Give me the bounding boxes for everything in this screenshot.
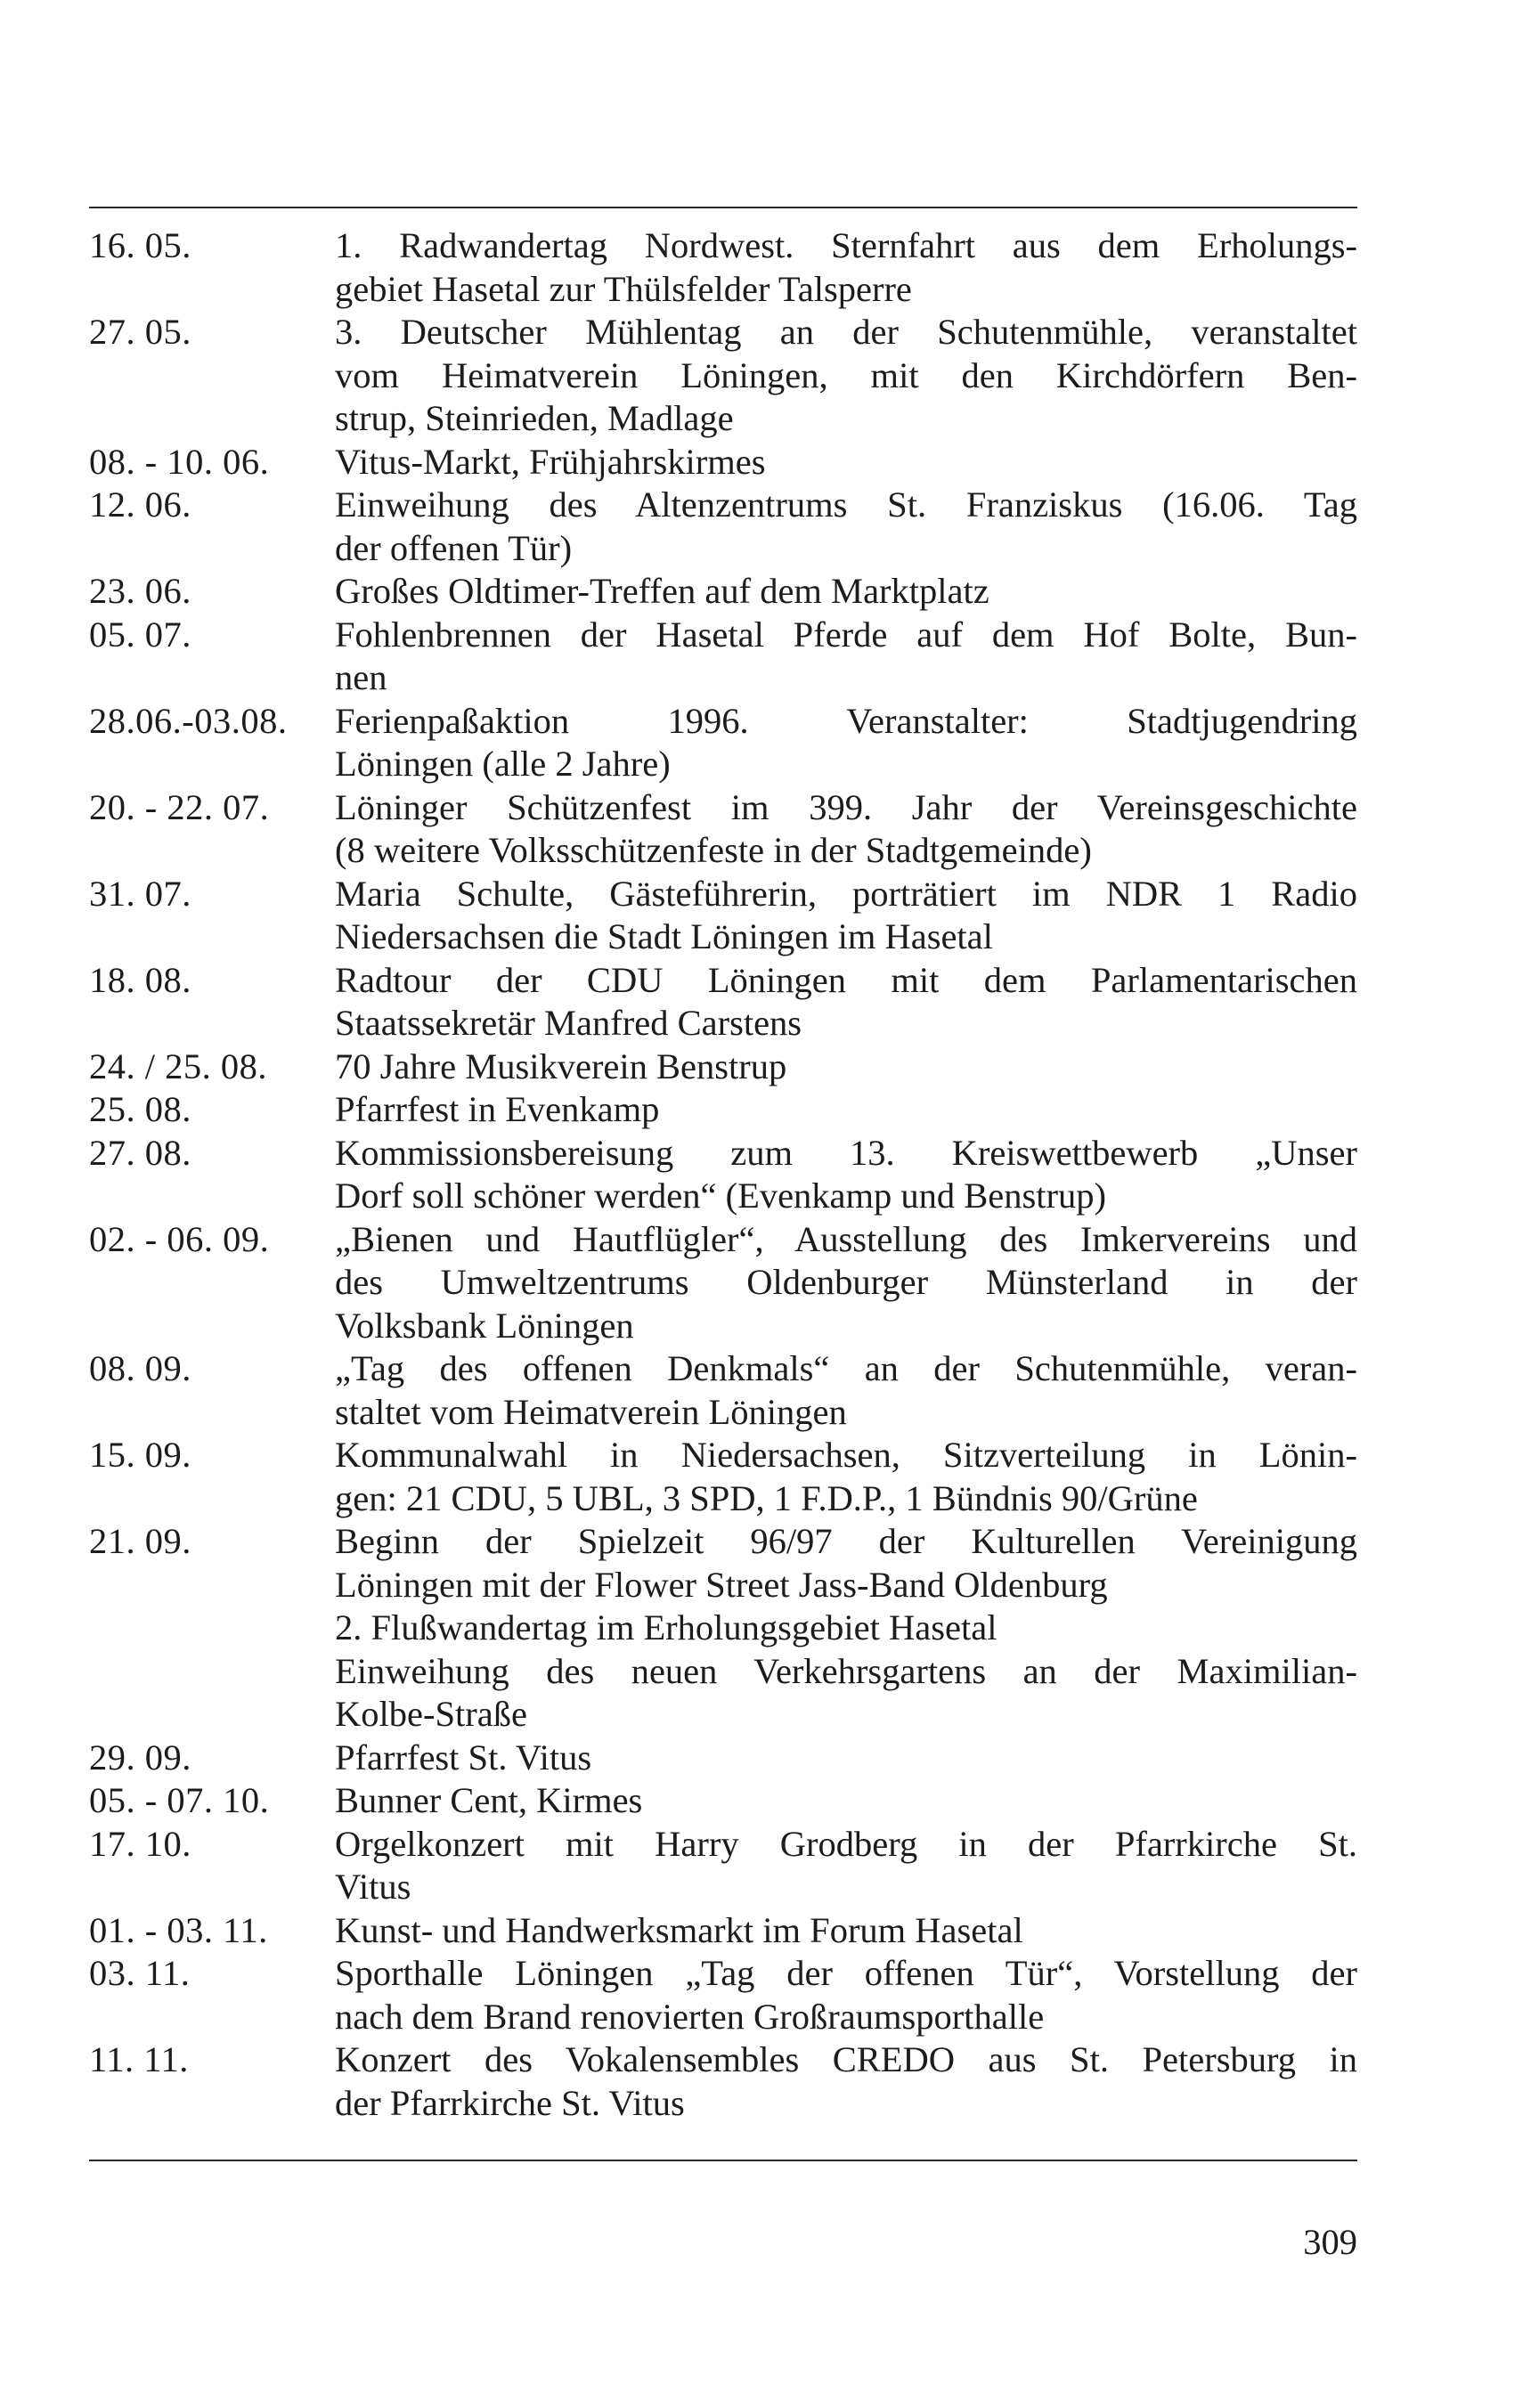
event-date: 01. - 03. 11. [89, 1909, 268, 1950]
event-description-line: Löningen (alle 2 Jahre) [335, 744, 671, 784]
event-description-line: Niedersachsen die Stadt Löningen im Hasetal [335, 916, 993, 956]
event-date: 16. 05. [89, 225, 191, 265]
event-description [335, 1607, 1357, 1650]
event-entry [89, 959, 1357, 1045]
event-description-line: Vitus-Markt, Frühjahrskirmes [335, 441, 766, 482]
event-entry [89, 224, 1357, 311]
event-description [335, 484, 1357, 570]
event-entry [89, 484, 1357, 570]
event-description-line: Kunst- und Handwerksmarkt im Forum Hasetal [335, 1909, 1023, 1950]
event-entry [89, 1520, 1357, 1607]
event-description [335, 1045, 1357, 1089]
event-description-line: 70 Jahre Musikverein Benstrup [335, 1045, 787, 1086]
event-description-line: Löningen mit der Flower Street Jass-Band Oldenburg [335, 1564, 1108, 1605]
event-description-line: Kommunalwahl in Niedersachsen, Sitzverteilung in Lönin- [335, 1435, 1357, 1475]
event-description-line: Einweihung des neuen Verkehrsgartens an der Maximilian- [335, 1650, 1357, 1691]
event-entry [89, 1737, 1357, 1780]
event-date: 05. 07. [89, 614, 191, 655]
event-date: 12. 06. [89, 484, 191, 525]
event-description [335, 1520, 1357, 1607]
event-entry [89, 311, 1357, 441]
event-description-line: Fohlenbrennen der Hasetal Pferde auf dem Hof Bolte, Bun- [335, 614, 1357, 655]
event-description-line: nen [335, 657, 387, 697]
event-date: 03. 11. [89, 1953, 191, 1993]
event-description [335, 224, 1357, 311]
event-description-line: Radtour der CDU Löningen mit dem Parlamentarischen [335, 959, 1357, 1000]
page-number: 309 [1303, 2222, 1357, 2262]
event-date: 27. 08. [89, 1132, 191, 1173]
event-description-line: Bunner Cent, Kirmes [335, 1780, 643, 1820]
event-date: 27. 05. [89, 312, 191, 352]
event-description [335, 786, 1357, 873]
event-entry [89, 786, 1357, 873]
event-description [335, 700, 1357, 786]
event-description-line: Orgelkonzert mit Harry Grodberg in der Pfarrkirche St. [335, 1823, 1357, 1864]
event-description [335, 873, 1357, 959]
event-date: 18. 08. [89, 959, 191, 1000]
event-description-line: 2. Flußwandertag im Erholungsgebiet Hasetal [335, 1607, 998, 1647]
event-date: 28.06.-03.08. [89, 700, 288, 741]
event-description-line: Konzert des Vokalensembles CREDO aus St. Petersburg in [335, 2039, 1357, 2079]
event-description-line: staltet vom Heimatverein Löningen [335, 1391, 847, 1432]
event-description-line: strup, Steinrieden, Madlage [335, 398, 734, 438]
event-description-line: gen: 21 CDU, 5 UBL, 3 SPD, 1 F.D.P., 1 Bündnis 90/Grüne [335, 1477, 1198, 1518]
event-entry [89, 1952, 1357, 2038]
event-description-line: „Tag des offenen Denkmals“ an der Schutenmühle, veran- [335, 1348, 1357, 1388]
event-date: 29. 09. [89, 1737, 191, 1778]
event-entry [89, 1650, 1357, 1737]
event-entry [89, 1779, 1357, 1823]
event-description-line: Kolbe-Straße [335, 1694, 527, 1734]
event-description [335, 1952, 1357, 2038]
event-description [335, 1347, 1357, 1434]
event-description [335, 1132, 1357, 1218]
event-description-line: Maria Schulte, Gästeführerin, porträtiert im NDR 1 Radio [335, 873, 1357, 914]
event-date: 25. 08. [89, 1089, 191, 1129]
event-entry [89, 1218, 1357, 1348]
event-entry [89, 700, 1357, 786]
event-description-line: Einweihung des Altenzentrums St. Franziskus (16.06. Tag [335, 484, 1357, 525]
event-entry [89, 1088, 1357, 1132]
event-description [335, 1218, 1357, 1348]
event-description-line: der Pfarrkirche St. Vitus [335, 2082, 685, 2123]
event-entry [89, 614, 1357, 700]
event-description [335, 1434, 1357, 1520]
event-description [335, 441, 1357, 484]
top-rule [89, 207, 1357, 208]
event-description-line: Pfarrfest St. Vitus [335, 1737, 592, 1778]
event-description-line: Volksbank Löningen [335, 1305, 634, 1346]
event-description-line: vom Heimatverein Löningen, mit den Kirchdörfern Ben- [335, 354, 1357, 395]
event-description [335, 1779, 1357, 1823]
event-description [335, 959, 1357, 1045]
event-entry [89, 2038, 1357, 2125]
event-date: 31. 07. [89, 873, 191, 914]
event-description-line: 3. Deutscher Mühlentag an der Schutenmühle, veranstaltet [335, 312, 1357, 352]
event-entry [89, 1434, 1357, 1520]
event-entry [89, 570, 1357, 614]
event-description [335, 570, 1357, 614]
event-description-line: (8 weitere Volksschützenfeste in der Stadtgemeinde) [335, 830, 1092, 870]
event-entry [89, 1607, 1357, 1650]
event-description [335, 614, 1357, 700]
event-description [335, 1737, 1357, 1780]
event-entry [89, 1045, 1357, 1089]
event-date: 02. - 06. 09. [89, 1218, 270, 1259]
event-date: 11. 11. [89, 2039, 189, 2079]
event-description-line: Löninger Schützenfest im 399. Jahr der Vereinsgeschichte [335, 786, 1357, 827]
event-entry [89, 441, 1357, 484]
event-description [335, 1088, 1357, 1132]
event-date: 21. 09. [89, 1521, 191, 1561]
event-description-line: Vitus [335, 1867, 411, 1907]
event-description-line: Kommissionsbereisung zum 13. Kreiswettbewerb „Unser [335, 1132, 1357, 1173]
event-entry [89, 1823, 1357, 1909]
event-description-line: nach dem Brand renovierten Großraumsporthalle [335, 1996, 1045, 2037]
bottom-rule [89, 2160, 1357, 2161]
event-entry [89, 1909, 1357, 1953]
event-date: 05. - 07. 10. [89, 1780, 270, 1820]
event-description-line: 1. Radwandertag Nordwest. Sternfahrt aus dem Erholungs- [335, 225, 1357, 265]
event-chronicle [89, 224, 1357, 2125]
event-description-line: Ferienpaßaktion 1996. Veranstalter: Stadtjugendring [335, 700, 1357, 741]
event-entry [89, 1347, 1357, 1434]
event-description-line: Staatssekretär Manfred Carstens [335, 1003, 802, 1043]
event-description [335, 1650, 1357, 1737]
event-entry [89, 873, 1357, 959]
event-description-line: Pfarrfest in Evenkamp [335, 1089, 660, 1129]
event-description-line: „Bienen und Hautflügler“, Ausstellung des Imkervereins und [335, 1218, 1357, 1259]
event-date: 08. 09. [89, 1348, 191, 1388]
event-description-line: Dorf soll schöner werden“ (Evenkamp und Benstrup) [335, 1176, 1107, 1216]
event-date: 24. / 25. 08. [89, 1045, 268, 1086]
event-date: 08. - 10. 06. [89, 441, 270, 482]
event-date: 20. - 22. 07. [89, 786, 270, 827]
event-description-line: gebiet Hasetal zur Thülsfelder Talsperre [335, 268, 912, 309]
event-date: 23. 06. [89, 571, 191, 611]
event-date: 17. 10. [89, 1823, 191, 1864]
event-description-line: Sporthalle Löningen „Tag der offenen Tür“, Vorstellung der [335, 1953, 1357, 1993]
event-description-line: des Umweltzentrums Oldenburger Münsterland in der [335, 1262, 1357, 1302]
event-description [335, 1823, 1357, 1909]
event-date: 15. 09. [89, 1435, 191, 1475]
event-entry [89, 1132, 1357, 1218]
event-description-line: Großes Oldtimer-Treffen auf dem Marktplatz [335, 571, 989, 611]
event-description-line: Beginn der Spielzeit 96/97 der Kulturellen Vereinigung [335, 1521, 1357, 1561]
event-description [335, 311, 1357, 441]
event-description-line: der offenen Tür) [335, 527, 573, 568]
event-description [335, 2038, 1357, 2125]
event-description [335, 1909, 1357, 1953]
